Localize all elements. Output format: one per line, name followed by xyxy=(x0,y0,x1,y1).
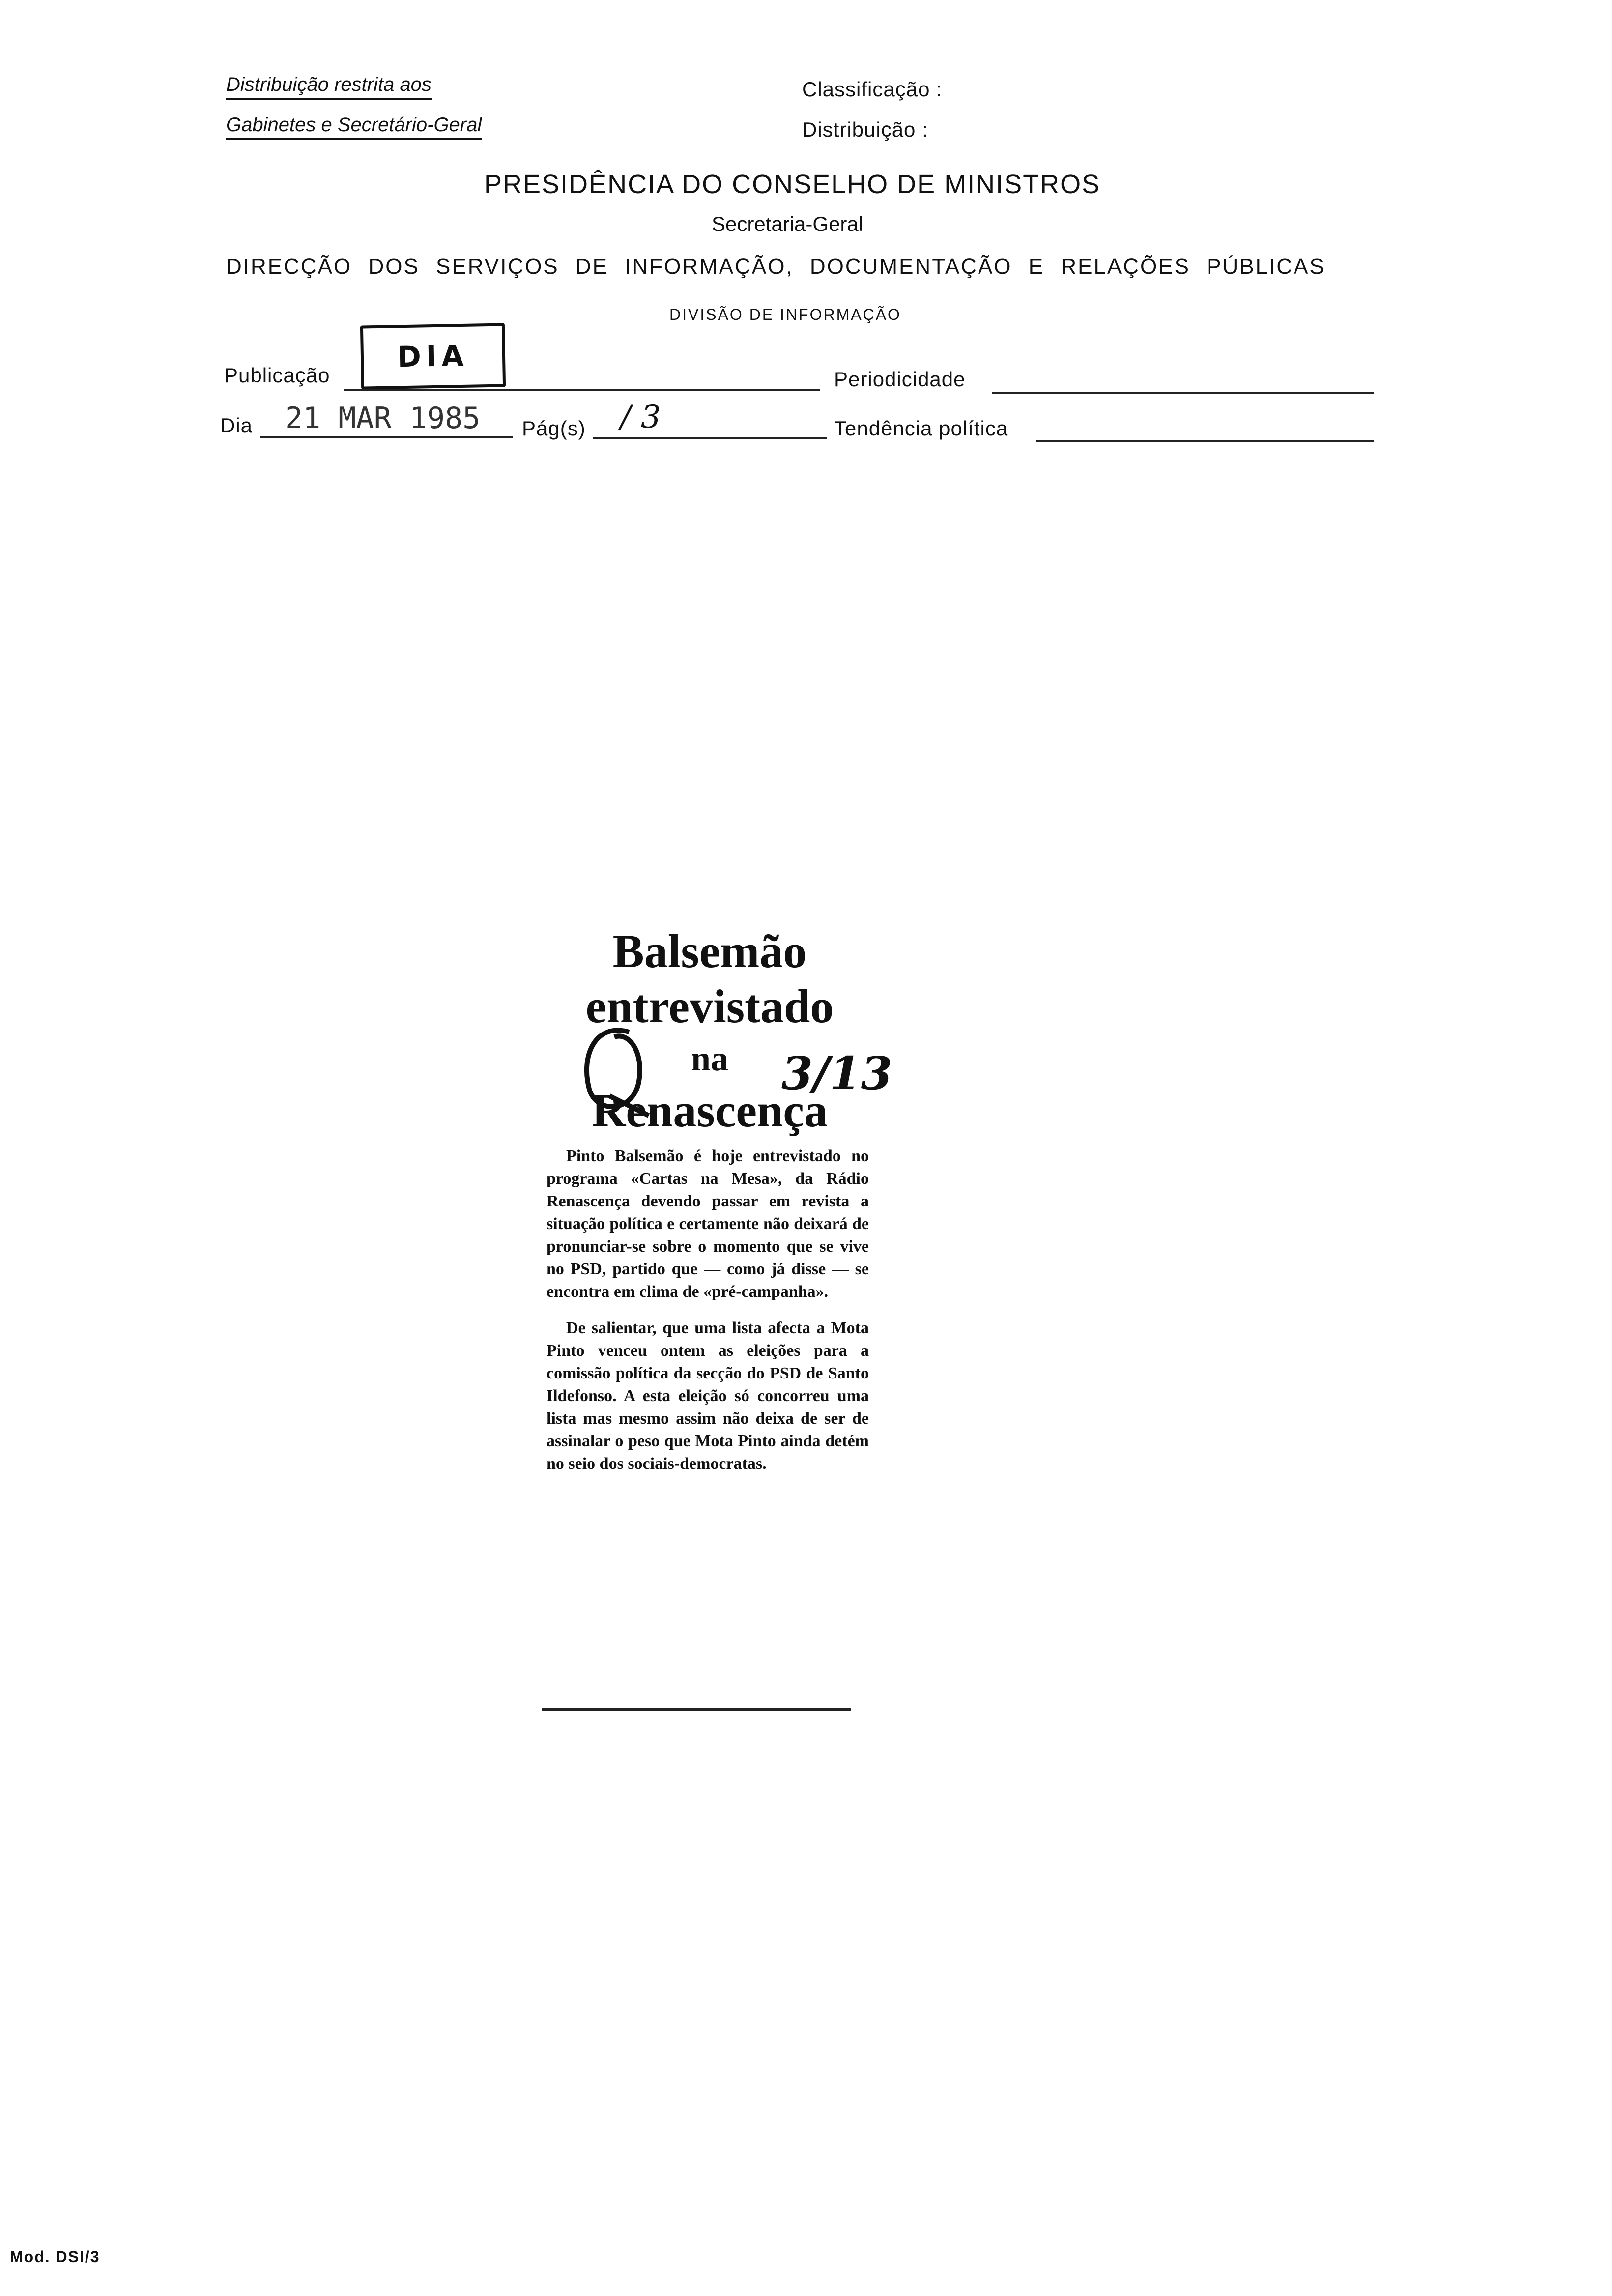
publicacao-line xyxy=(344,389,820,391)
handwritten-q-mark-icon xyxy=(575,1017,654,1125)
headline-line-3: na xyxy=(691,1039,729,1078)
dia-date-stamp: 21 MAR 1985 xyxy=(285,401,481,435)
form-code: Mod. DSI/3 xyxy=(10,2248,100,2266)
pags-label: Pág(s) xyxy=(522,417,586,440)
classificacao-label: Classificação : xyxy=(802,78,943,101)
secretaria-title: Secretaria-Geral xyxy=(712,212,864,235)
direccao-title: DIRECÇÃO DOS SERVIÇOS DE INFORMAÇÃO, DOCUMENTAÇÃO E RELAÇÕES PÚBLICAS xyxy=(226,255,1325,279)
publicacao-label: Publicação xyxy=(224,364,330,387)
article-paragraph-2: De salientar, que uma lista afecta a Mota Pinto venceu ontem as eleições para a comissão política da secção do PSD de Santo Ildefonso. A esta eleição só concorreu uma lista mas mesmo assim não deixa de ser de assinalar o peso que Mota Pinto ainda detém no seio dos sociais-democratas. xyxy=(547,1319,869,1473)
publicacao-stamp xyxy=(360,323,506,389)
pags-line xyxy=(593,437,827,439)
tendencia-line xyxy=(1036,440,1374,442)
headline-line-4: Renascença xyxy=(592,1084,828,1137)
dia-label: Dia xyxy=(220,414,253,437)
presidencia-title: PRESIDÊNCIA DO CONSELHO DE MINISTROS xyxy=(484,170,1101,199)
headline-line-2: entrevistado xyxy=(585,980,834,1033)
distribuicao-label: Distribuição : xyxy=(802,118,928,141)
periodicidade-line xyxy=(992,392,1374,394)
restriction-line-2: Gabinetes e Secretário-Geral xyxy=(226,114,482,140)
handwritten-page-note: 3/13 xyxy=(781,1047,892,1100)
restriction-line-1: Distribuição restrita aos xyxy=(226,74,432,100)
headline-line-1: Balsemão xyxy=(612,925,807,977)
dia-line xyxy=(260,436,513,438)
article-paragraph-1: Pinto Balsemão é hoje entrevistado no programa «Cartas na Mesa», da Rádio Renascença devendo passar em revista a situação política e certamente não deixará de pronunciar-se sobre o momento que se vive no PSD, partido que — como já disse — se encontra em clima de «pré-campanha». xyxy=(547,1147,869,1301)
article-end-rule xyxy=(542,1708,851,1711)
pags-handwritten-value: / 3 xyxy=(620,399,661,435)
periodicidade-label: Periodicidade xyxy=(834,368,966,391)
publicacao-value: DIA xyxy=(397,339,469,374)
divisao-title: DIVISÃO DE INFORMAÇÃO xyxy=(669,306,901,323)
tendencia-label: Tendência política xyxy=(834,417,1008,440)
article-body xyxy=(547,1145,869,1475)
